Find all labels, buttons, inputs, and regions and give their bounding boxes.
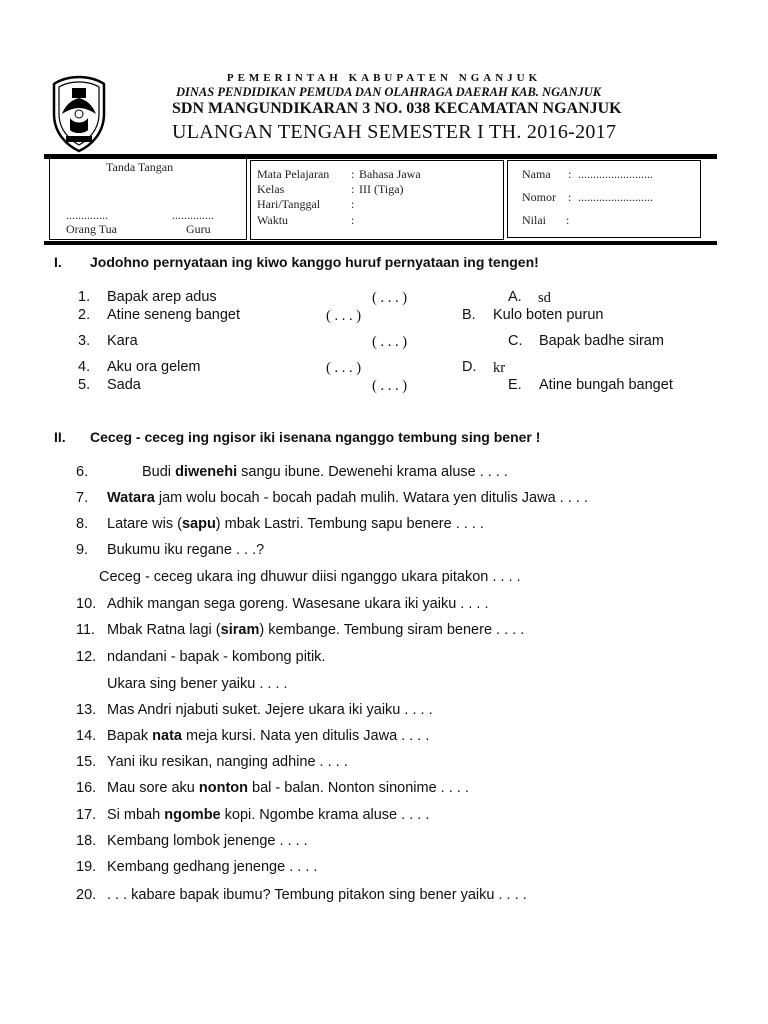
matching-option-letter: B.	[462, 307, 476, 323]
subject-box	[250, 160, 504, 240]
subject-value: Bahasa Jawa	[359, 167, 421, 181]
matching-option-letter: E.	[508, 377, 522, 393]
student-box	[507, 160, 701, 238]
number-label: Nomor	[522, 190, 556, 204]
date-label: Hari/Tanggal	[257, 197, 321, 211]
question-15: Yani iku resikan, nanging adhine . . . .	[107, 754, 348, 770]
matching-option-text: sd	[538, 290, 551, 306]
date-sep: :	[351, 197, 355, 211]
question-number: 13.	[76, 702, 97, 718]
class-label: Kelas	[257, 182, 285, 196]
matching-item-number: 3.	[78, 333, 91, 349]
page-title: ULANGAN TENGAH SEMESTER I TH. 2016-2017	[172, 121, 617, 143]
question-number: 15.	[76, 754, 97, 770]
question-number: 10.	[76, 596, 97, 612]
matching-item-number: 5.	[78, 377, 91, 393]
teacher-label: Guru	[186, 222, 211, 236]
matching-option-text: Kulo boten purun	[493, 307, 604, 323]
signature-box	[49, 158, 247, 240]
question-number: 6.	[76, 464, 89, 480]
section2-title: Ceceg - ceceg ing ngisor iki isenana nganggo tembung sing bener !	[90, 429, 541, 445]
header-line-school: SDN MANGUNDIKARAN 3 NO. 038 KECAMATAN NGANJUK	[172, 100, 622, 117]
matching-item-number: 1.	[78, 289, 91, 305]
matching-blank[interactable]: ( . . . )	[326, 360, 362, 376]
number-sep: :	[568, 190, 572, 204]
matching-option-letter: C.	[508, 333, 523, 349]
section1-title: Jodohno pernyataan ing kiwo kanggo huruf pernyataan ing tengen!	[90, 254, 539, 270]
matching-option-text: Atine bungah banget	[539, 377, 673, 393]
score-label: Nilai	[522, 213, 546, 227]
matching-option-text: kr	[493, 360, 506, 376]
question-17: Si mbah ngombe kopi. Ngombe krama aluse . . . .	[107, 807, 430, 823]
question-number: 11.	[76, 622, 96, 638]
matching-option-letter: A.	[508, 289, 522, 305]
question-number: 19.	[76, 859, 97, 875]
info-divider-thick	[44, 241, 717, 245]
question-19: Kembang gedhang jenenge . . . .	[107, 859, 318, 875]
score-sep: :	[566, 213, 570, 227]
question-number: 18.	[76, 833, 97, 849]
question-number: 12.	[76, 649, 97, 665]
parent-signature-line: ..............	[66, 208, 108, 222]
question-number: 7.	[76, 490, 89, 506]
matching-option-letter: D.	[462, 359, 477, 375]
question-number: 9.	[76, 542, 89, 558]
matching-item-text: Kara	[107, 333, 138, 349]
matching-blank[interactable]: ( . . . )	[372, 378, 408, 394]
subject-sep: :	[351, 167, 355, 181]
section1-number: I.	[54, 254, 62, 270]
matching-blank[interactable]: ( . . . )	[372, 290, 408, 306]
question-number: 8.	[76, 516, 89, 532]
question-number: 17.	[76, 807, 97, 823]
header-line-department: DINAS PENDIDIKAN PEMUDA DAN OLAHRAGA DAERAH KAB. NGANJUK	[176, 85, 602, 99]
matching-item-text: Atine seneng banget	[107, 307, 241, 323]
name-field[interactable]: .........................	[578, 167, 653, 181]
number-field[interactable]: .........................	[578, 190, 653, 204]
question-13: Mas Andri njabuti suket. Jejere ukara iki yaiku . . . .	[107, 702, 433, 718]
matching-item-text: Bapak arep adus	[107, 289, 217, 305]
matching-blank[interactable]: ( . . . )	[326, 308, 362, 324]
section2-number: II.	[54, 429, 66, 445]
matching-blank[interactable]: ( . . . )	[372, 334, 408, 350]
question-18: Kembang lombok jenenge . . . .	[107, 833, 308, 849]
question-number: 16.	[76, 780, 97, 796]
question-12: ndandani - bapak - kombong pitik.	[107, 649, 326, 665]
question-14: Bapak nata meja kursi. Nata yen ditulis Jawa . . . .	[107, 728, 430, 744]
subject-label: Mata Pelajaran	[257, 167, 330, 181]
question-12-continuation: Ukara sing bener yaiku . . . .	[107, 676, 288, 692]
name-label: Nama	[522, 167, 551, 181]
matching-item-text: Aku ora gelem	[107, 359, 201, 375]
name-sep: :	[568, 167, 572, 181]
question-9-continuation: Ceceg - ceceg ukara ing dhuwur diisi nganggo ukara pitakon . . . .	[99, 569, 521, 585]
matching-item-number: 4.	[78, 359, 91, 375]
teacher-signature-line: ..............	[172, 208, 214, 222]
regency-emblem-logo	[48, 74, 110, 154]
signature-title: Tanda Tangan	[106, 160, 174, 174]
question-7: Watara jam wolu bocah - bocah padah mulih. Watara yen ditulis Jawa . . . .	[107, 490, 588, 506]
matching-item-text: Sada	[107, 377, 141, 393]
question-20: . . . kabare bapak ibumu? Tembung pitakon sing bener yaiku . . . .	[107, 887, 527, 903]
class-value: III (Tiga)	[359, 182, 404, 196]
matching-item-number: 2.	[78, 307, 91, 323]
time-label: Waktu	[257, 213, 289, 227]
header-line-government: PEMERINTAH KABUPATEN NGANJUK	[226, 72, 542, 84]
time-sep: :	[351, 213, 355, 227]
question-11: Mbak Ratna lagi (siram) kembange. Tembung siram benere . . . .	[107, 622, 525, 638]
question-9: Bukumu iku regane . . .?	[107, 542, 265, 558]
question-16: Mau sore aku nonton bal - balan. Nonton sinonime . . . .	[107, 780, 469, 796]
class-sep: :	[351, 182, 355, 196]
question-8: Latare wis (sapu) mbak Lastri. Tembung sapu benere . . . .	[107, 516, 484, 532]
question-number: 14.	[76, 728, 97, 744]
parent-label: Orang Tua	[66, 222, 118, 236]
question-10: Adhik mangan sega goreng. Wasesane ukara iki yaiku . . . .	[107, 596, 489, 612]
question-6: Budi diwenehi sangu ibune. Dewenehi krama aluse . . . .	[142, 464, 508, 480]
question-number: 20.	[76, 887, 97, 903]
matching-option-text: Bapak badhe siram	[539, 333, 664, 349]
